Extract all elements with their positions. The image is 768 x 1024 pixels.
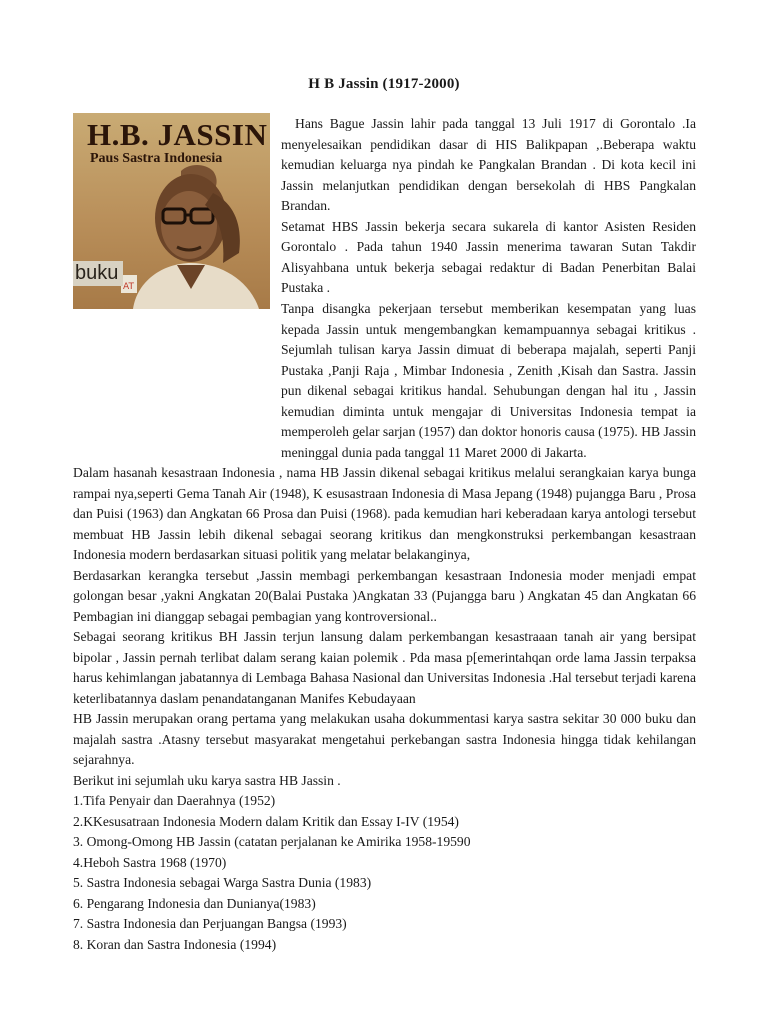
- list-item: 5. Sastra Indonesia sebagai Warga Sastra Dunia (1983): [73, 875, 372, 890]
- cover-subtitle: Paus Sastra Indonesia: [90, 151, 223, 166]
- paragraph: Tanpa disangka pekerjaan tersebut memberikan kesempatan yang luas kepada Jassin untuk mengembangkan kemampuannya sebagai kritikus . Sejumlah tulisan karya Jassin dimuat di beberapa majalah, seperti Panji Pustaka ,Panji Raja , Mimbar Indonesia , Zenith ,Kisah dan Sastra. Jassin pun dikenal sebagai kritikus handal. Sehubungan dengan hal itu , Jassin kemudian diminta untuk mengajar di Universitas Indonesia tempat ia memperoleh gelar sarjan (1957) dan doktor honoris causa (1975). HB Jassin meninggal dunia pada tanggal 11 Maret 2000 di Jakarta.: [281, 301, 696, 460]
- publisher-logo: buku: [73, 261, 123, 286]
- paragraph: Setamat HBS Jassin bekerja secara sukarela di kantor Asisten Residen Gorontalo . Pada tahun 1940 Jassin menerima tawaran Sutan Takdir Alisyahbana untuk bekerja sebagai redaktur di Badan Penerbitan Balai Pustaka .: [281, 218, 696, 295]
- paragraph: Hans Bague Jassin lahir pada tanggal 13 Juli 1917 di Gorontalo .Ia menyelesaikan pendidikan dasar di HIS Balikpapan ,.Beberapa waktu kemudian keluarga nya pindah ke Pangkalan Brandan . Di kota kecil ini Jassin melanjutkan pendidikan dengan bersekolah di HBS Pangkalan Brandan.: [281, 116, 696, 213]
- svg-text:AT: AT: [123, 282, 134, 292]
- list-item: 4.Heboh Sastra 1968 (1970): [73, 854, 227, 870]
- paragraph: Sebagai seorang kritikus BH Jassin terjun lansung dalam perkembangan kesastraaan tanah air yang bersipat bipolar , Jassin pernah terlibat dalam serang kaian polemik . Pda masa p[emerintahqan orde lama Jassin terpaksa harus kehimlangan jabatannya di Lembaga Bahasa Nasional dan Universitas Indonesia .Hal tersebut terjadi karena keterlibatannya daslam penandatanganan Manifes Kebudayaan: [73, 629, 696, 706]
- book-cover-image: [73, 113, 270, 309]
- page-title: H B Jassin (1917-2000): [308, 76, 460, 92]
- list-item: 3. Omong-Omong HB Jassin (catatan perjalanan ke Amirika 1958-19590: [73, 834, 471, 849]
- main-text: [73, 299, 696, 955]
- list-item: 1.Tifa Penyair dan Daerahnya (1952): [73, 793, 276, 808]
- list-item: 7. Sastra Indonesia dan Perjuangan Bangsa (1993): [73, 916, 347, 931]
- intro-text: [281, 114, 696, 299]
- paragraph: Berdasarkan kerangka tersebut ,Jassin membagi perkembangan kesastraan Indonesia moder menjadi empat golongan besar ,yakni Angkatan 20(Balai Pustaka )Angkatan 33 (Pujangga baru ) Angkatan 45 dan Angkatan 66 Pembagian ini dianggap sebagai pembagian yang kontroversional..: [73, 567, 696, 624]
- paragraph: HB Jassin merupakan orang pertama yang melakukan usaha dokummentasi karya sastra sekitar 30 000 buku dan majalah sastra .Atasny tersebut masyarakat mengetahui perkebangan sastra Indonesia hingga tidak kehilangan sejarahnya.: [73, 711, 696, 767]
- list-item: 6. Pengarang Indonesia dan Dunianya(1983): [73, 895, 316, 911]
- works-list: [73, 791, 696, 955]
- works-intro: Berikut ini sejumlah uku karya sastra HB Jassin .: [73, 772, 341, 788]
- list-item: 8. Koran dan Sastra Indonesia (1994): [73, 936, 277, 952]
- list-item: 2.KKesusatraan Indonesia Modern dalam Kritik dan Essay I-IV (1954): [73, 813, 459, 829]
- cover-title: H.B. JASSIN: [87, 117, 268, 152]
- paragraph: Dalam hasanah kesastraan Indonesia , nama HB Jassin dikenal sebagai kritikus melalui serangkaian karya bunga rampai nya,seperti Gema Tanah Air (1948), K esusastraan Indonesia di Masa Jepang (1948) pujangga Baru , Prosa dan Puisi (1963) dan Angkatan 66 Prosa dan Puisi (1968). pada kemudian hari keberadaan karya antologi tersebut membuat HB Jassin lebih dikenal sebagai seorang kritikus dan mengkonstruksi perkembangan kesastraan Indonesia modern berdasarkan situasi politik yang melatar belakanginya,: [73, 465, 696, 562]
